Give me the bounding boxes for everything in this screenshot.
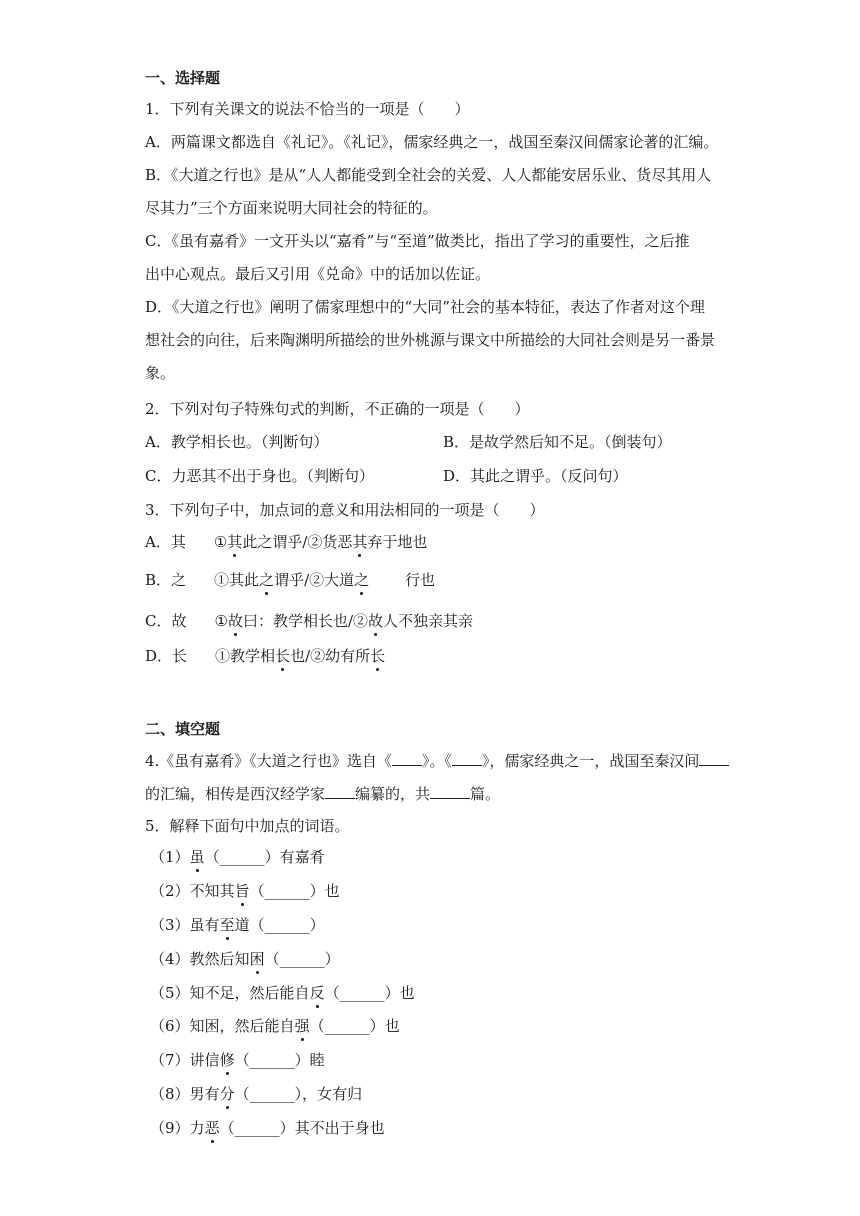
q4-text-3: 》，儒家经典之一，战国至秦汉间 (481, 752, 700, 770)
q5-item-dotted-word: 修 (219, 1051, 235, 1069)
q5-item-text-after: （______）也 (324, 984, 415, 1002)
q3-a-dotted-2: 其 (352, 533, 368, 551)
q3-a-dotted-1: 其 (227, 533, 243, 551)
q2-option-a: A．教学相长也。（判断句） (145, 433, 329, 451)
q5-item (150, 1118, 385, 1138)
q4-text-4: 的汇编，相传是西汉经学家 (145, 785, 326, 803)
q5-item (150, 949, 340, 969)
q5-item-number: （6） (150, 1017, 190, 1035)
q5-item (150, 1050, 325, 1070)
q5-item-number: （1） (150, 848, 190, 866)
q5-item-text-after: （______）也 (309, 1017, 400, 1035)
q4-text-2: 》。《 (421, 752, 452, 770)
q5-item (150, 881, 340, 901)
q5-item-text-after: （______）有嘉肴 (204, 848, 325, 866)
q3-option-a (145, 532, 427, 552)
q5-item (150, 983, 415, 1003)
q3-b-dotted-1: 之 (259, 571, 275, 589)
q4-line1 (145, 750, 729, 771)
q3-d-text-1: ①教学相 (215, 647, 276, 665)
q5-item-dotted-word: 困 (249, 950, 265, 968)
q5-item-text-after: （______）睦 (234, 1051, 325, 1069)
q3-c-text-1: ① (214, 612, 228, 630)
q5-item-text-before: 虽有 (189, 916, 220, 934)
q5-item (150, 1016, 400, 1036)
q3-d-dotted-1: 长 (275, 647, 291, 665)
q3-d-text-2: 也/②幼有所 (290, 647, 371, 665)
q3-c-dotted-2: 故 (368, 612, 384, 630)
q5-item-text-after: （______）也 (249, 882, 340, 900)
q5-item-text-before: 教然后知 (189, 950, 250, 968)
q5-item-text-before: 讲信 (189, 1051, 220, 1069)
q5-item-number: （8） (150, 1085, 190, 1103)
q4-blank-compiler[interactable] (325, 783, 355, 799)
q2-option-d: D．其此之谓乎。（反问句） (443, 467, 628, 485)
q2-option-b: B．是故学然后知不足。（倒装句） (443, 433, 672, 451)
q5-item-number: （7） (150, 1051, 190, 1069)
q2-option-c: C．力恶其不出于身也。（判断句） (145, 467, 374, 485)
q5-item-dotted-word: 反 (309, 984, 325, 1002)
q5-item-number: （2） (150, 882, 190, 900)
q3-a-label: A．其 (145, 533, 186, 551)
q5-item-text-before: 知困，然后能自 (189, 1017, 295, 1035)
q5-item-number: （4） (150, 950, 190, 968)
q5-item-dotted-word: 分 (219, 1085, 235, 1103)
q3-c-text-3: 人不独亲其亲 (383, 612, 474, 630)
q2-stem: 2．下列对句子特殊句式的判断，不正确的一项是（ ） (145, 400, 530, 418)
q5-item-text-before: 力 (189, 1119, 205, 1137)
q4-text-1: 4.《虽有嘉肴》《大道之行也》选自《 (145, 752, 392, 770)
q5-item-text-before: 不知其 (189, 882, 235, 900)
q5-item (150, 915, 325, 935)
section-title-choice: 一、选择题 (145, 69, 221, 87)
q4-line2 (145, 783, 500, 804)
q3-c-text-2: 曰：教学相长也/② (242, 612, 369, 630)
section-title-fill: 二、填空题 (145, 720, 221, 738)
q5-item-number: （5） (150, 984, 190, 1002)
q4-blank-book-1[interactable] (392, 750, 422, 766)
q5-item-number: （3） (150, 916, 190, 934)
q3-option-d (145, 646, 385, 666)
q3-c-label: C．故 (145, 612, 187, 630)
q5-stem: 5．解释下面句中加点的词语。 (145, 817, 350, 835)
q1-stem: 1．下列有关课文的说法不恰当的一项是（ ） (145, 100, 470, 118)
q4-text-6: 篇。 (470, 785, 501, 803)
q1-option-b-line1: B．《大道之行也》是从“人人都能受到全社会的关爱、人人都能安居乐业、货尽其用人 (145, 166, 712, 184)
q3-a-text-2: 此之谓乎/②货恶 (242, 533, 353, 551)
q3-option-c (145, 611, 473, 631)
q4-text-5: 编纂的，共 (355, 785, 431, 803)
q3-option-b (145, 570, 435, 590)
q4-blank-author-group[interactable] (699, 750, 729, 766)
q5-item-text-after: （______），女有归 (234, 1085, 363, 1103)
q3-b-dotted-2: 之 (354, 571, 370, 589)
q3-b-text-1: ①其此 (214, 571, 260, 589)
q3-d-label: D．长 (145, 647, 188, 665)
q3-a-text-1: ① (213, 533, 228, 551)
q5-item-text-after: （______）其不出于身也 (219, 1119, 385, 1137)
q1-option-a: A．两篇课文都选自《礼记》。《礼记》，儒家经典之一，战国至秦汉间儒家论著的汇编。 (145, 133, 719, 151)
q5-item-dotted-word: 虽 (189, 848, 205, 866)
q3-c-dotted-1: 故 (227, 612, 243, 630)
q5-item-dotted-word: 强 (294, 1017, 310, 1035)
q1-option-c-line1: C．《虽有嘉肴》一文开头以“嘉肴”与“至道”做类比，指出了学习的重要性，之后推 (145, 232, 690, 250)
q5-item-dotted-word: 至 (219, 916, 235, 934)
q3-d-dotted-2: 长 (370, 647, 386, 665)
q3-b-text-3: 行也 (405, 571, 436, 589)
q5-item-dotted-word: 旨 (234, 882, 250, 900)
q1-option-d-line2: 想社会的向往，后来陶渊明所描绘的世外桃源与课文中所描绘的大同社会则是另一番景 (145, 331, 716, 349)
q5-item-text-after: （______） (264, 950, 340, 968)
q4-blank-book-2[interactable] (452, 750, 482, 766)
q3-b-text-2: 谓乎/②大道 (274, 571, 355, 589)
q3-a-text-3: 弃于地也 (367, 533, 428, 551)
q5-item-text-after: 道（______） (234, 916, 325, 934)
q3-stem: 3．下列句子中，加点词的意义和用法相同的一项是（ ） (145, 501, 545, 519)
q5-item (150, 847, 325, 867)
q1-option-d-line3: 象。 (145, 364, 176, 382)
q5-item (150, 1084, 362, 1104)
q1-option-d-line1: D．《大道之行也》阐明了儒家理想中的“大同”社会的基本特征，表达了作者对这个理 (145, 298, 705, 316)
q4-blank-count[interactable] (430, 783, 470, 799)
q5-item-dotted-word: 恶 (204, 1119, 220, 1137)
q5-item-text-before: 男有 (189, 1085, 220, 1103)
q1-option-c-line2: 出中心观点。最后又引用《兑命》中的话加以佐证。 (145, 265, 491, 283)
q1-option-b-line2: 尽其力”三个方面来说明大同社会的特征的。 (145, 199, 438, 217)
q5-item-text-before: 知不足，然后能自 (189, 984, 310, 1002)
q3-b-label: B．之 (145, 571, 187, 589)
q5-item-number: （9） (150, 1119, 190, 1137)
